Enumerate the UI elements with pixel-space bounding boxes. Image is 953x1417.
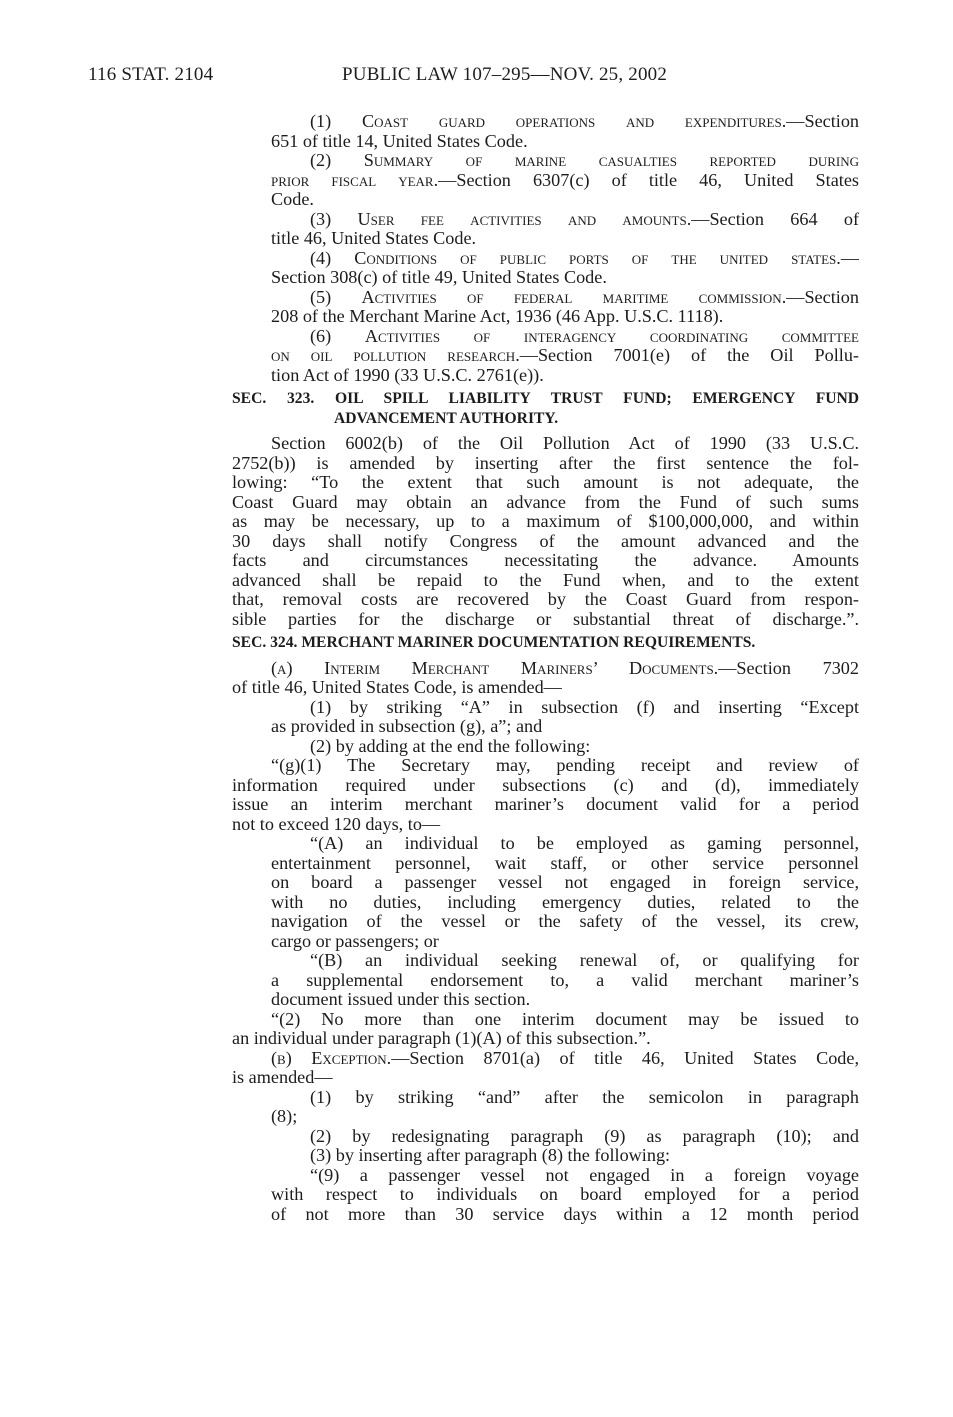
section-324-b-line-1: (b) Exception.—Section 8701(a) of title 46, United States Code, xyxy=(271,1048,859,1068)
subsection-g1-line-3: issue an interim merchant mariner’s document valid for a period xyxy=(232,795,859,814)
subsection-g1-line-1: “(g)(1) The Secretary may, pending receipt and review of xyxy=(271,756,859,775)
subsection-gA-line-4: with no duties, including emergency duties, related to the xyxy=(271,892,859,912)
list-item-1-line-1: (1) Coast guard operations and expenditures.—Section xyxy=(310,112,859,131)
section-324-b1-line-1: (1) by striking “and” after the semicolon in paragraph xyxy=(310,1087,859,1107)
section-324-b3-line-1: (3) by inserting after paragraph (8) the following: xyxy=(310,1146,671,1165)
subsection-gA-line-3: on board a passenger vessel not engaged in foreign service, xyxy=(271,873,859,892)
section-323-line-1: Section 6002(b) of the Oil Pollution Act of 1990 (33 U.S.C. xyxy=(271,434,859,453)
paragraph-9-line-1: “(9) a passenger vessel not engaged in a foreign voyage xyxy=(310,1165,859,1185)
section-323-line-6: 30 days shall notify Congress of the amount advanced and the xyxy=(232,531,859,551)
section-323-line-3: lowing: “To the extent that such amount is not adequate, the xyxy=(232,473,859,492)
subsection-gA-line-2: entertainment personnel, wait staff, or other service personnel xyxy=(271,853,859,873)
section-323-line-10: sible parties for the discharge or substantial threat of discharge.”. xyxy=(232,609,859,629)
public-law-title: PUBLIC LAW 107–295—NOV. 25, 2002 xyxy=(342,64,668,85)
list-item-6-line-2: on oil pollution research.—Section 7001(e) of the Oil Pollu- xyxy=(271,346,859,365)
section-324-a-line-2: of title 46, United States Code, is amended— xyxy=(232,678,562,697)
subsection-gA-line-5: navigation of the vessel or the safety of the vessel, its crew, xyxy=(271,912,859,931)
section-324-a1-line-2: as provided in subsection (g), a”; and xyxy=(271,717,543,736)
paragraph-9-line-3: of not more than 30 service days within a 12 month period xyxy=(271,1204,859,1224)
section-324-a2-line-1: (2) by adding at the end the following: xyxy=(310,736,591,756)
list-item-2-line-2: prior fiscal year.—Section 6307(c) of title 46, United States xyxy=(271,170,859,190)
subsection-g2-line-1: “(2) No more than one interim document may be issued to xyxy=(271,1009,859,1029)
section-323-line-2: 2752(b)) is amended by inserting after the first sentence the fol- xyxy=(232,453,859,473)
section-324-a1-line-1: (1) by striking “A” in subsection (f) and inserting “Except xyxy=(310,697,859,717)
list-item-5-line-2: 208 of the Merchant Marine Act, 1936 (46 App. U.S.C. 1118). xyxy=(271,307,724,326)
list-item-3-line-1: (3) User fee activities and amounts.—Section 664 of xyxy=(310,209,859,229)
list-item-1-line-2: 651 of title 14, United States Code. xyxy=(271,131,528,151)
section-324-heading: SEC. 324. MERCHANT MARINER DOCUMENTATION REQUIREMENTS. xyxy=(232,634,756,651)
subsection-gA-line-6: cargo or passengers; or xyxy=(271,931,439,951)
stat-page-number: 116 STAT. 2104 xyxy=(88,64,214,85)
section-324-b1-line-2: (8); xyxy=(271,1107,298,1126)
section-323-heading-line-2: ADVANCEMENT AUTHORITY. xyxy=(334,409,559,427)
section-324-heading-block xyxy=(232,633,859,653)
subsection-gB-line-3: document issued under this section. xyxy=(271,990,531,1009)
section-323-line-9: that, removal costs are recovered by the Coast Guard from respon- xyxy=(232,590,859,609)
section-323-heading-line-1: SEC. 323. OIL SPILL LIABILITY TRUST FUND; EMERGENCY FUND xyxy=(232,390,859,407)
section-323-heading xyxy=(232,389,859,428)
section-323-line-4: Coast Guard may obtain an advance from the Fund of such sums xyxy=(232,492,859,512)
list-item-4-line-1: (4) Conditions of public ports of the united states.— xyxy=(310,248,859,268)
body-text xyxy=(232,112,859,1224)
section-324-a-line-1: (a) Interim Merchant Mariners’ Documents.—Section 7302 xyxy=(271,658,859,678)
subsection-gB-line-2: a supplemental endorsement to, a valid merchant mariner’s xyxy=(271,970,859,990)
section-323-line-5: as may be necessary, up to a maximum of $100,000,000, and within xyxy=(232,512,859,531)
list-item-2-line-3: Code. xyxy=(271,190,314,209)
list-item-6-line-3: tion Act of 1990 (33 U.S.C. 2761(e)). xyxy=(271,365,544,385)
running-head xyxy=(88,64,868,90)
subsection-g2-line-2: an individual under paragraph (1)(A) of this subsection.”. xyxy=(232,1029,651,1048)
section-324-b2-line-1: (2) by redesignating paragraph (9) as paragraph (10); and xyxy=(310,1126,859,1146)
subsection-g1-line-2: information required under subsections (c) and (d), immediately xyxy=(232,775,859,795)
subsection-gA-line-1: “(A) an individual to be employed as gaming personnel, xyxy=(310,834,859,853)
section-323-line-7: facts and circumstances necessitating the advance. Amounts xyxy=(232,551,859,570)
section-324-b-line-2: is amended— xyxy=(232,1068,333,1087)
section-323-line-8: advanced shall be repaid to the Fund when, and to the extent xyxy=(232,570,859,590)
paragraph-9-line-2: with respect to individuals on board employed for a period xyxy=(271,1185,859,1204)
subsection-g1-line-4: not to exceed 120 days, to— xyxy=(232,814,441,834)
list-item-2-line-1: (2) Summary of marine casualties reported during xyxy=(310,151,859,170)
list-item-6-line-1: (6) Activities of interagency coordinating committee xyxy=(310,326,859,346)
list-item-5-line-1: (5) Activities of federal maritime commission.—Section xyxy=(310,287,859,307)
list-item-4-line-2: Section 308(c) of title 49, United States Code. xyxy=(271,268,607,287)
subsection-gB-line-1: “(B) an individual seeking renewal of, or qualifying for xyxy=(310,951,859,970)
list-item-3-line-2: title 46, United States Code. xyxy=(271,229,477,248)
